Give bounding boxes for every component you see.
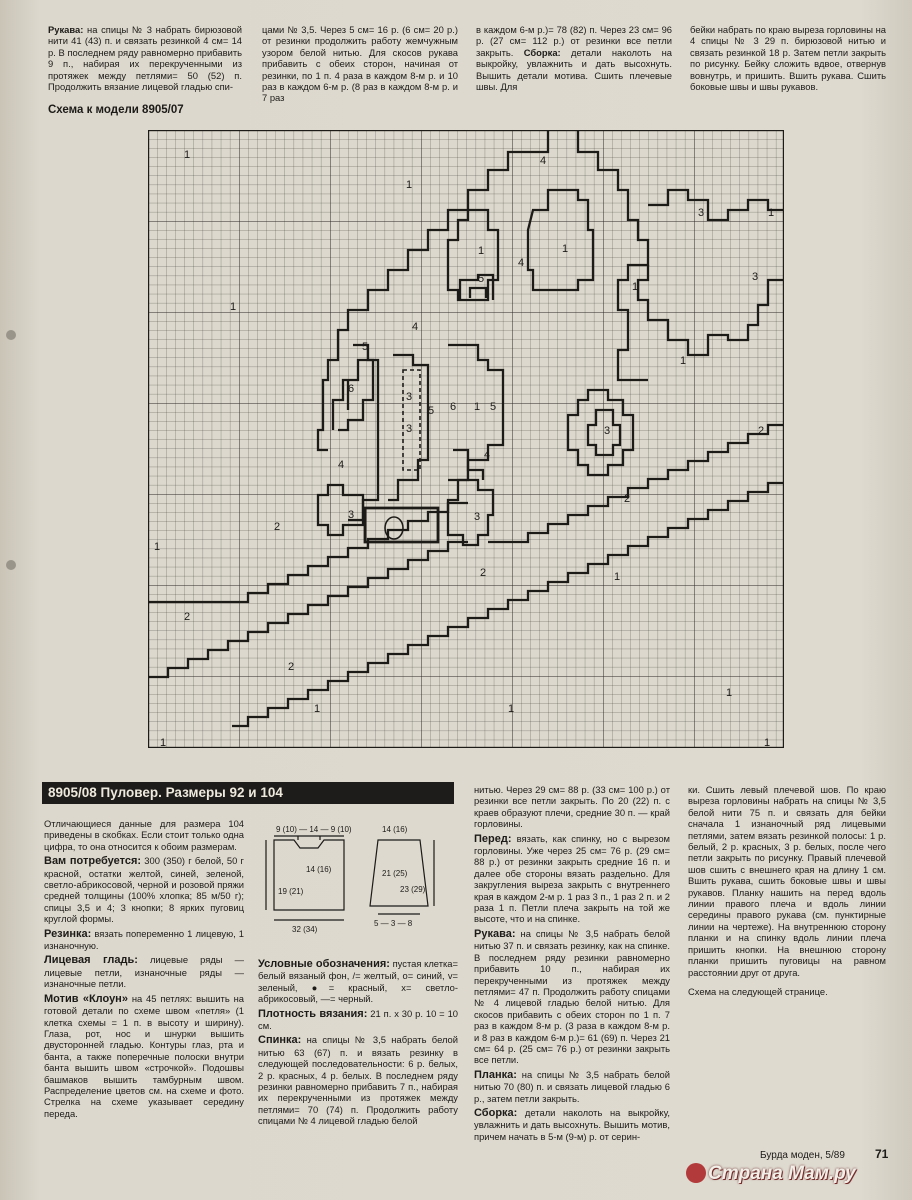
top-column-4 — [690, 24, 886, 92]
chart-label: 1 — [406, 179, 413, 191]
chart-label: 3 — [698, 207, 705, 219]
sleeve-label: Рукава: — [474, 927, 516, 940]
sleeves-label: Рукава: — [48, 24, 84, 35]
chart-label: 1 — [680, 355, 687, 367]
chart-label: 3 — [604, 425, 611, 437]
watermark-logo-icon — [686, 1163, 706, 1183]
chart-label: 1 — [764, 737, 771, 748]
chart-label: 1 — [562, 243, 569, 255]
watermark: Страна Мам.ру — [708, 1163, 856, 1184]
punch-hole — [6, 560, 16, 570]
size-schematic — [258, 822, 438, 950]
placket-label: Планка: — [474, 1068, 517, 1081]
chart-label: 5 — [478, 273, 485, 285]
front-text: вязать, как спинку, но с вырезом горловины. Уже через 25 см= 76 р. (29 см= 88 р.) от резинки закрыть средние 16 п. и далее обе стороны вязать раздельно. Для закругления выреза закрыть с внутреннего края в каждом 2-м р. 1 раз 3 п., 1 раз 2 п. и 2 раза 1 п. Петли плеча закрыть на той же высоте, что и на спинке. — [474, 832, 671, 925]
assembly-label: Сборка: — [523, 46, 561, 58]
chart-label: 1 — [154, 541, 161, 553]
chart-label: 2 — [288, 661, 295, 673]
chart-label: 2 — [624, 493, 631, 505]
chart-label: 3 — [406, 391, 413, 403]
dim-height-1: 14 (16) — [306, 865, 332, 874]
back-text-cont: нитью. Через 29 см= 88 р. (33 см= 100 р.) от резинки все петли закрыть. По 20 (22) п. с краев образуют плечи, средние 30 п. — край горловины. — [474, 784, 670, 830]
back-label: Спинка: — [258, 1034, 302, 1047]
stockinette-label: Лицевая гладь: — [44, 954, 138, 967]
sleeves-text-end: в каждом 6-м р.)= 78 (82) п. Через 23 см= 96 р. (27 см= 112 р.) от резинки все петли закрыть. — [476, 24, 672, 58]
back-text: на спицы № 3,5 набрать белой нитью 63 (67) п. и вязать резинку в следующей последовательности: 6 р. белых, 2 р. красных, 4 р. белых. В последнем ряду резинки равномерно прибавить 7 п., набирая их перекрученными из протяжек между петлями= 70 (74) п. Продолжить работу спицами № 4 лицевой гладью белой — [258, 1034, 458, 1127]
page-number: 71 — [875, 1147, 889, 1161]
top-column-1 — [48, 24, 242, 92]
chart-label: 1 — [474, 401, 481, 413]
chart-label: 3 — [474, 511, 481, 523]
ribbing-text: вязать попеременно 1 лицевую, 1 изнаночную. — [44, 927, 244, 952]
neckband-text: бейки набрать по краю выреза горловины на 4 спицы № 3 29 п. бирюзовой нитью и связать резинкой 18 р. Затем петли закрыть по рисунку. Бейку сложить вдвое, отвернув вовнутрь, и пришить. Вшить рукава. Сшить боковые швы и швы рукавов. — [690, 24, 886, 93]
assembly-text-2: детали наколоть на выкройку, увлажнить и дать высохнуть. Вышить мотив, причем начать в 5-м (9-м) р. от серин- — [474, 1106, 670, 1142]
chart-label: 3 — [348, 509, 355, 521]
article-column-1 — [44, 818, 244, 1122]
motif-text: на 45 петлях: вышить на готовой детали по схеме швом «петля» (1 клетка схемы = 1 п. в высоту и ширину). Глаза, рот, нос и шнурки вышить двусторонней гладью. Контуры глаз, рта и банта, а также поперечные полоски внутри банта вышить швом «строчкой». Подошвы башмаков вышить тамбурным швом. Распределение цветов см. на схеме и фото. Стрелка на схеме указывает середину переда. — [44, 992, 244, 1119]
dim-sleeve-height: 21 (25) — [382, 869, 408, 878]
top-column-3 — [476, 24, 672, 92]
chart-label: 3 — [752, 271, 759, 283]
chart-label: 1 — [614, 571, 621, 583]
chart-label: 5 — [362, 341, 369, 353]
chart-label: 1 — [314, 703, 321, 715]
chart-label: 1 — [726, 687, 733, 699]
punch-hole — [6, 330, 16, 340]
chart-label: 1 — [508, 703, 515, 715]
chart-label: 1 — [230, 301, 237, 313]
sleeve-text: на спицы № 3,5 набрать белой нитью 37 п. и связать резинку, как на спинке. В последнем ряду резинки равномерно прибавить 10 п., набирая их перекрученными из протяжек между петлями= 47 п. Продолжить работу спицами № 4 лицевой гладью белой нитью. Для скосов прибавить с обеих сторон по 1 п. 7 раз в каждом 8-м р. (3 раза в каждом 8-м р. и 8 раз в каждом 6-м р.)= 61 (69) п. Через 21 см= 64 р. (25 см= 76 р.) от резинки закрыть все петли. — [474, 927, 670, 1066]
knitting-chart — [148, 130, 784, 748]
dim-sleeve-bottom: 5 — 3 — 8 — [374, 919, 413, 928]
legend-text: пустая клетка= белый вязаный фон, /= желтый, o= синий, v= зеленый, ●= красный, x= светло-абрикосовый, —= черный. — [258, 958, 458, 1005]
sleeves-text: на спицы № 3 набрать бирюзовой нити 41 (43) п. и связать резинкой 4 см= 14 р. В последнем ряду равномерно прибавить 9 п., набирая их перекрученными из протяжек между петлями= 50 (52) п. Продолжить вязание лицевой гладью спи- — [48, 24, 243, 93]
dim-height-2: 19 (21) — [278, 887, 304, 896]
stockinette-text: лицевые ряды — лицевые петли, изнаночные ряды — изнаночные петли. — [44, 954, 244, 990]
chart-label: 5 — [428, 405, 435, 417]
continued-note: Схема на следующей странице. — [688, 985, 828, 997]
intro-text: Отличающиеся данные для размера 104 приведены в скобках. Если стоит только одна цифра, то она относится к обоим размерам. — [44, 818, 244, 852]
top-column-2 — [262, 24, 458, 104]
chart-label: 4 — [412, 321, 419, 333]
chart-label: 4 — [338, 459, 345, 471]
article-column-2 — [258, 958, 458, 1130]
chart-label: 1 — [768, 207, 775, 219]
dim-width: 32 (34) — [292, 925, 318, 934]
density-label: Плотность вязания: — [258, 1007, 368, 1020]
chart-label: 5 — [490, 401, 497, 413]
chart-label: 1 — [632, 281, 639, 293]
chart-label: 1 — [478, 245, 485, 257]
dim-sleeve-top: 14 (16) — [382, 825, 408, 834]
motif-label: Мотив «Клоун» — [44, 992, 128, 1005]
placket-text: на спицы № 3,5 набрать белой нитью 70 (80) п. и связать лицевой гладью 6 р., затем петли закрыть. — [474, 1068, 671, 1104]
article-title: 8905/08 Пуловер. Размеры 92 и 104 — [42, 782, 454, 804]
materials-text: 300 (350) г белой, 50 г красной, остатки желтой, синей, зеленой, светло-абрикосовой, черной и розовой пряжи средней толщины (100% хлопка; 85 м/50 г); спицы 3,5 и 4; 3 кнопки; 8 ярких пуговиц круглой формы. — [44, 855, 244, 925]
journal-footer: Бурда моден, 5/89 — [760, 1150, 845, 1161]
assembly-text: детали наколоть на выкройку, увлажнить и дать высохнуть. Вышить детали мотива. Сшить плечевые швы. Для — [476, 46, 673, 93]
chart-label: 6 — [348, 383, 355, 395]
chart-label: 2 — [184, 611, 191, 623]
chart-label: 2 — [274, 521, 281, 533]
front-label: Перед: — [474, 832, 512, 845]
schema-title: Схема к модели 8905/07 — [48, 104, 184, 116]
assembly-label-2: Сборка: — [474, 1106, 518, 1119]
chart-label: 3 — [406, 423, 413, 435]
chart-label: 4 — [540, 155, 547, 167]
article-column-4 — [688, 784, 886, 1000]
chart-label: 2 — [480, 567, 487, 579]
ribbing-label: Резинка: — [44, 927, 92, 940]
article-column-3 — [474, 784, 670, 1145]
chart-label: 1 — [160, 737, 167, 748]
chart-label: 4 — [484, 449, 491, 461]
chart-label: 6 — [450, 401, 457, 413]
materials-label: Вам потребуется: — [44, 855, 142, 868]
dim-top: 9 (10) — 14 — 9 (10) — [276, 825, 352, 834]
legend-label: Условные обозначения: — [258, 958, 390, 970]
dim-sleeve-total: 23 (29) — [400, 885, 426, 894]
density-text: 21 п. x 30 р. 10 = 10 см. — [258, 1007, 458, 1032]
assembly-text-cont: ки. Сшить левый плечевой шов. По краю выреза горловины набрать на спицы № 3,5 белой нити 75 п. и связать для бейки сначала 1 изнаночный ряд лицевыми петлями, затем вязать резинкой полосы: 1 р. белый, 2 р. красных, 3 р. белых, после чего петли закрыть по рисунку. Правый плечевой шов сшить с внешнего края на длину 1 см. Вшить рукава, сшить боковые швы и швы рукавов. Планку нашить на перед вдоль линии правого плеча и вдоль линии середины правого рукава (см. пунктирные линии на чертеже). На внутреннюю сторону планки и на спинку вдоль линии плеча пришить кнопки. На внешнюю сторону планки пришить пуговицы на равном расстоянии друг от друга. — [688, 784, 886, 978]
chart-label: 1 — [184, 149, 191, 161]
chart-label: 2 — [758, 425, 765, 437]
sleeves-text-cont: цами № 3,5. Через 5 см= 16 р. (6 см= 20 р.) от резинки продолжить работу жемчужным узором белой нитью. Для скосов рукава прибавить с обеих сторон, начиная от резинки, по 1 п. 4 раза в каждом 8-м р. и 10 раз в каждом 6-м р. (8 раз в каждом 8-м р. и 7 раз — [262, 24, 458, 104]
chart-label: 4 — [518, 257, 525, 269]
